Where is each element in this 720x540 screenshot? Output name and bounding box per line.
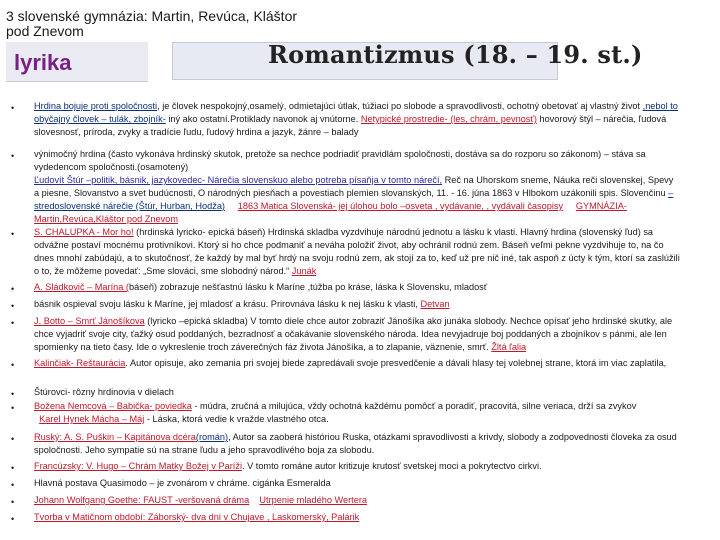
item-highlight[interactable]: Junák <box>291 266 317 276</box>
list-item <box>34 460 680 473</box>
bullet-marker: • <box>11 103 15 113</box>
item-highlight[interactable]: Žltá ľalia <box>491 342 527 352</box>
bullet-marker: • <box>11 284 15 294</box>
item-text: , je človek nespokojný,osamelý, odmietajúci útlak, túžiaci po slobode a spravodlivosti, ochotný obetovať aj vlastný život <box>157 101 641 111</box>
item-link[interactable]: Hrdina bojuje proti spoločnosti <box>34 101 158 111</box>
item-text: - múdra, zručná a milujúca, vždy ochotná každému pomôcť a poradiť, pracovitá, silne veriaca, drží sa zvykov <box>191 401 637 411</box>
category-label: lyrika <box>14 50 72 75</box>
bullet-marker: • <box>11 434 15 444</box>
page-title: Romantizmus (18. – 19. st.) <box>268 40 643 69</box>
bullet-marker: • <box>11 151 15 161</box>
list-item <box>34 511 680 524</box>
bullet-marker: • <box>11 389 15 399</box>
list-item <box>34 281 680 294</box>
list-item <box>34 477 680 490</box>
item-text: . V tomto románe autor kritizuje krutosť svetskej moci a pokrytectvo cirkvi. <box>241 461 542 471</box>
item-text: Reč na Uhorskom sneme, Náuka reči slovenskej, Spevy a piesne, Slovanstvo a svet budúcnosti, O národných piesňach a povestiach plemien slovanských, 11. - 16. júna 1863 v Hlbokom uzákonili spis. Slovenčinu <box>34 175 674 198</box>
item-link[interactable]: Tvorba v Matičnom období: Záborský- dva dni v Chujave , Laskomerský, Palárik <box>34 512 360 522</box>
item-highlight[interactable]: GYMNÁZIA- Martin,Revúca,Kláštor pod Znevom <box>34 201 627 224</box>
item-link[interactable]: Božena Nemcová – Babička- poviedka <box>34 401 192 411</box>
list-item <box>34 431 680 457</box>
list-item <box>34 298 680 311</box>
bullet-marker: • <box>11 497 15 507</box>
item-highlight[interactable]: Detvan <box>420 299 450 309</box>
item-link[interactable]: –stredoslovenské nárečie (Štúr, Hurban, Hodža) <box>34 188 674 211</box>
bullet-marker: • <box>11 480 15 490</box>
item-text: iný ako ostatní.Protiklady navonok aj vnútorne. <box>165 114 359 124</box>
school-caption: 3 slovenské gymnázia: Martin, Revúca, Kláštor pod Znevom <box>6 8 298 39</box>
item-link[interactable]: (román) <box>195 432 229 442</box>
item-text: hovorový štýl – nárečia, ľudová slovesnosť, príroda, zvyky a tradície ľudu, ľudový hrdina a jazyk, žánre – balady <box>34 114 667 137</box>
item-link[interactable]: J. Botto – Smrť Jánošíkova <box>34 316 145 326</box>
bullet-marker: • <box>11 463 15 473</box>
list-item <box>34 315 680 354</box>
list-item <box>34 148 680 226</box>
list-item <box>34 400 680 426</box>
item-text: (lyricko –epická skladba) V tomto diele chce autor zobraziť Jánošíka ako junáka slobody. Nechce opísať jeho hrdinské skutky, ale chce vyjadriť svoje city, ťažký osud poddaných, bezradnosť a očakávanie slovenského národa. Idea nevyjadruje boj poddaných a zbojníkov s pánmi, ale len spomienky na tieto časy. Ide o vykreslenie troch záverečných fáz života Jánošíka, a to zlapanie, väznenie, smrť. <box>34 316 673 352</box>
bullet-marker: • <box>11 514 15 524</box>
list-item <box>34 357 680 370</box>
item-link[interactable]: Francúzsky: V. Hugo – Chrám Matky Božej v Paríži <box>34 461 242 471</box>
bullet-marker: • <box>11 301 15 311</box>
item-link[interactable]: Ruský: A. S. Puškin – Kapitánova dcéra <box>34 432 196 442</box>
item-link[interactable]: Ľudovít Štúr –politik, básnik, jazykovedec- Nárečia slovenskuo alebo potreba písaňja v tomto nárečí, <box>34 175 443 185</box>
item-text: Hlavná postava Quasimodo – je zvonárom v chráme. cigánka Esmeralda <box>34 478 331 488</box>
item-text: výnimočný hrdina (často vykonáva hrdinský skutok, pretože sa nechce podriadiť pravidlám spoločnosti, dostáva sa do rozporu so zákonom) – stáva sa vydedencom spoločnosti.(osamotený) <box>34 149 646 172</box>
item-link[interactable]: S. CHALUPKA - Mor ho! <box>34 227 134 237</box>
list-item <box>34 226 680 278</box>
list-item <box>34 100 680 139</box>
item-text: - Láska, ktorá vedie k vražde vlastného otca. <box>144 414 329 424</box>
bullet-marker: • <box>11 360 15 370</box>
item-text: básnik ospieval svoju lásku k Maríne, jej mladosť a krásu. Prirovnáva lásku k nej lásku k vlasti, <box>34 299 418 309</box>
list-item <box>34 494 680 507</box>
bullet-marker: • <box>11 403 15 413</box>
item-link[interactable]: Johann Wolfgang Goethe: FAUST -veršovaná dráma <box>34 495 250 505</box>
item-link[interactable]: ,nebol to obyčajný človek – tulák, zbojník- <box>34 101 678 124</box>
item-text: . Autor opisuje, ako zemania pri svojej biede zapredávali svoje presvedčenie a dávali hlasy tej volebnej strane, ktorá im viac zaplatila, <box>125 358 667 368</box>
item-link[interactable]: Utrpenie mladého Wertera <box>259 495 367 505</box>
item-text: , Autor sa zaoberá históriou Ruska, otázkami spravodlivosti a krivdy, slobody a zodpovednosti človeka za osud spoločnosti. Jeho sympatie sú na strane ľudu a jeho spravodlivého boja za slobodu. <box>34 432 677 455</box>
item-text: báseň) zobrazuje nešťastnú lásku k Maríne ,túžba po kráse, láska k Slovensku, mladosť <box>128 282 488 292</box>
item-link[interactable]: Kalinčiak- Reštaurácia <box>34 358 126 368</box>
item-highlight[interactable]: Netypické prostredie- (les, chrám, pevnosť) <box>360 114 537 124</box>
list-item <box>34 386 680 399</box>
bullet-marker: • <box>11 229 15 239</box>
item-text: (hrdinská lyricko- epická báseň) Hrdinská skladba vyzdvihuje národnú jednotu a lásku k vlasti. Hlavný hrdina (slovenský ľud) sa odvážne postaví mocnému protivníkovi. Ktorý si ho chce podmaniť a neváha položiť život, aby ochránil rodnú zem. Báseň veľmi pekne vyzdvihuje to, na čo dnes mnohí zabúdajú, a to skutočnosť, že každý by mal byť hrdý na svoju rodnú zem, ak stojí za to, keď už pre nič iné, tak aspoň z úcty k tým, ktorí sa zaslúžili o to, že môžeme povedať: „Sme slováci, sme slobodný národ.“ <box>34 227 680 276</box>
item-link[interactable]: A. Sládkovič – Marína ( <box>34 282 129 292</box>
item-link[interactable]: Karel Hynek Mácha – Máj <box>39 414 145 424</box>
item-highlight[interactable]: 1863 Matica Slovenská- jej úlohou bolo –osveta , vydávanie, , vydávali časopisy <box>237 201 564 211</box>
item-text: Štúrovci- rôzny hrdinovia v dielach <box>34 387 174 397</box>
bullet-marker: • <box>11 318 15 328</box>
